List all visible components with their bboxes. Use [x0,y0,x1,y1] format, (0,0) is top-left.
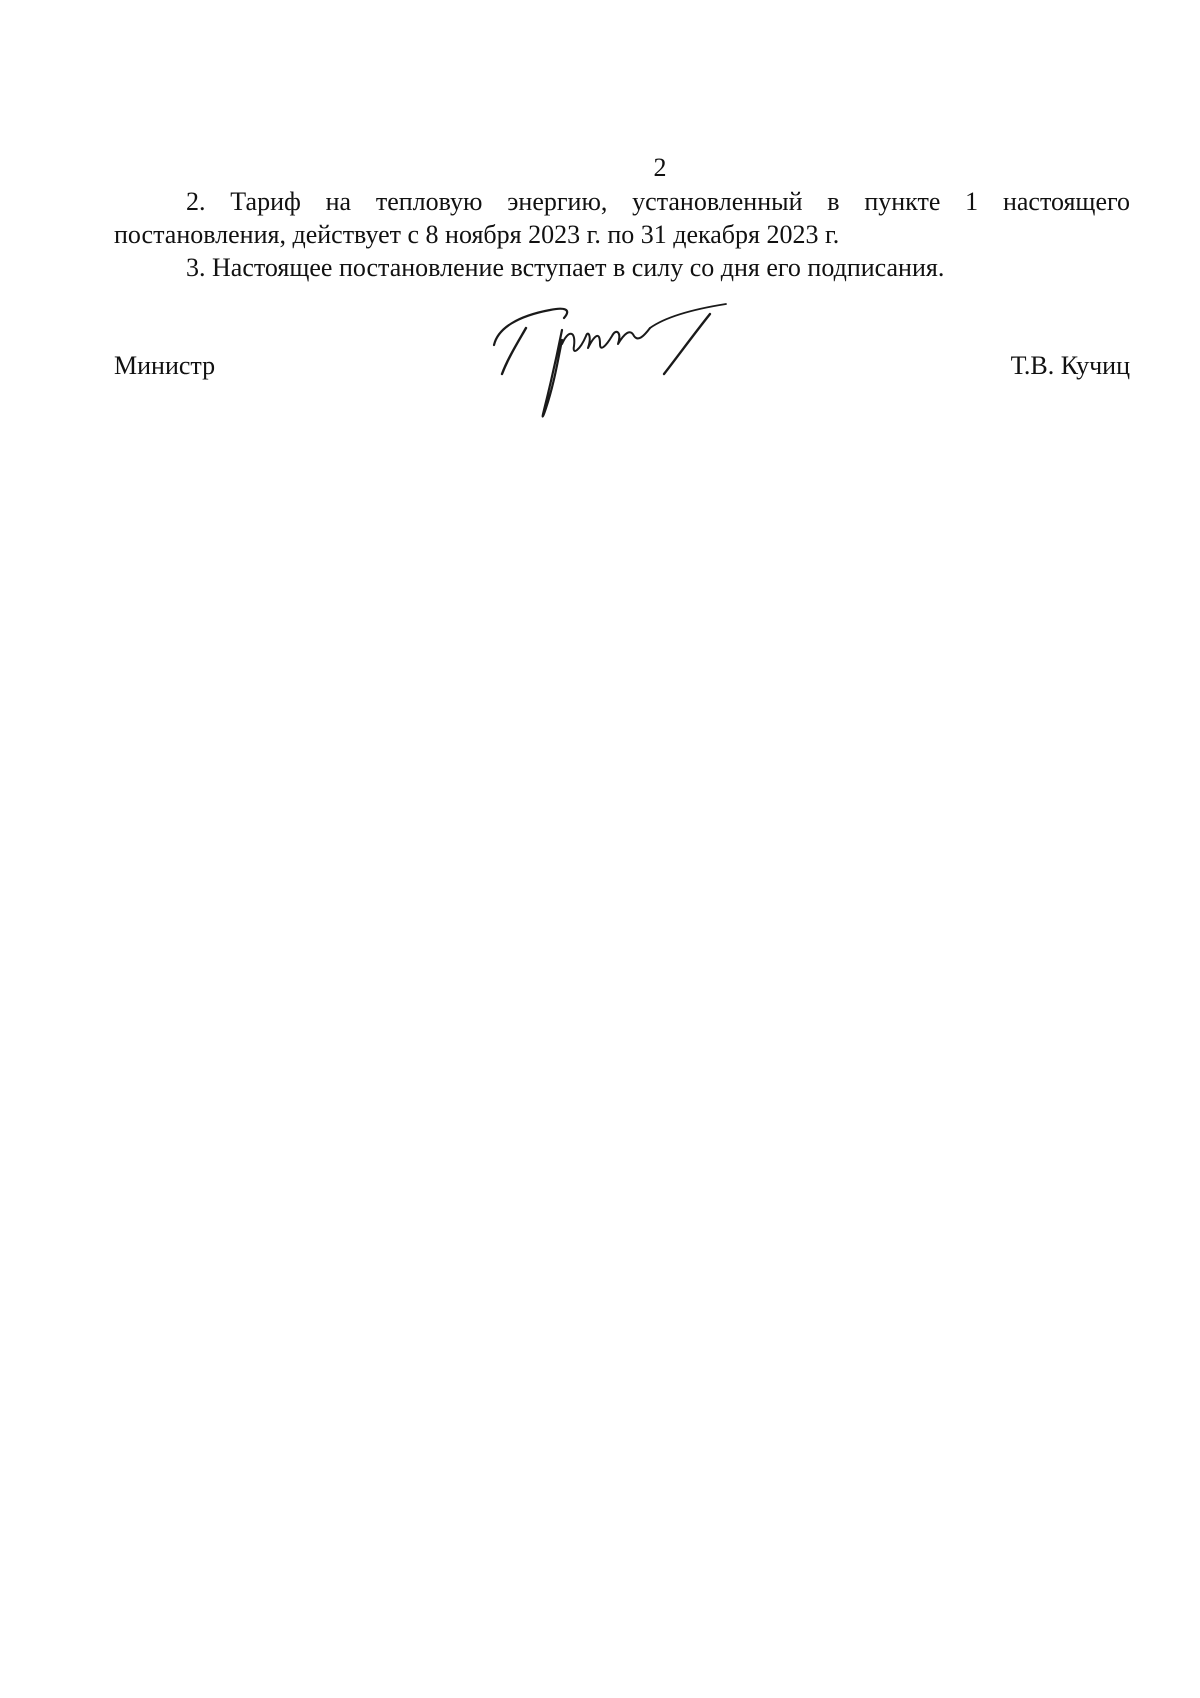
signer-position: Министр [114,351,216,380]
signer-name: Т.В. Кучиц [1010,351,1130,380]
signature-drawing [488,300,768,435]
document-body [114,185,1130,284]
paragraph-effective-date: 3. Настоящее постановление вступает в силу со дня его подписания. [186,253,945,282]
signature-block [0,300,1200,440]
paragraph-tariff-period: 2. Тариф на тепловую энергию, установленный в пункте 1 настоящего постановления, действует с 8 ноября 2023 г. по 31 декабря 2023 г. [114,187,1130,249]
handwritten-signature [488,300,768,435]
page-number: 2 [653,153,667,182]
